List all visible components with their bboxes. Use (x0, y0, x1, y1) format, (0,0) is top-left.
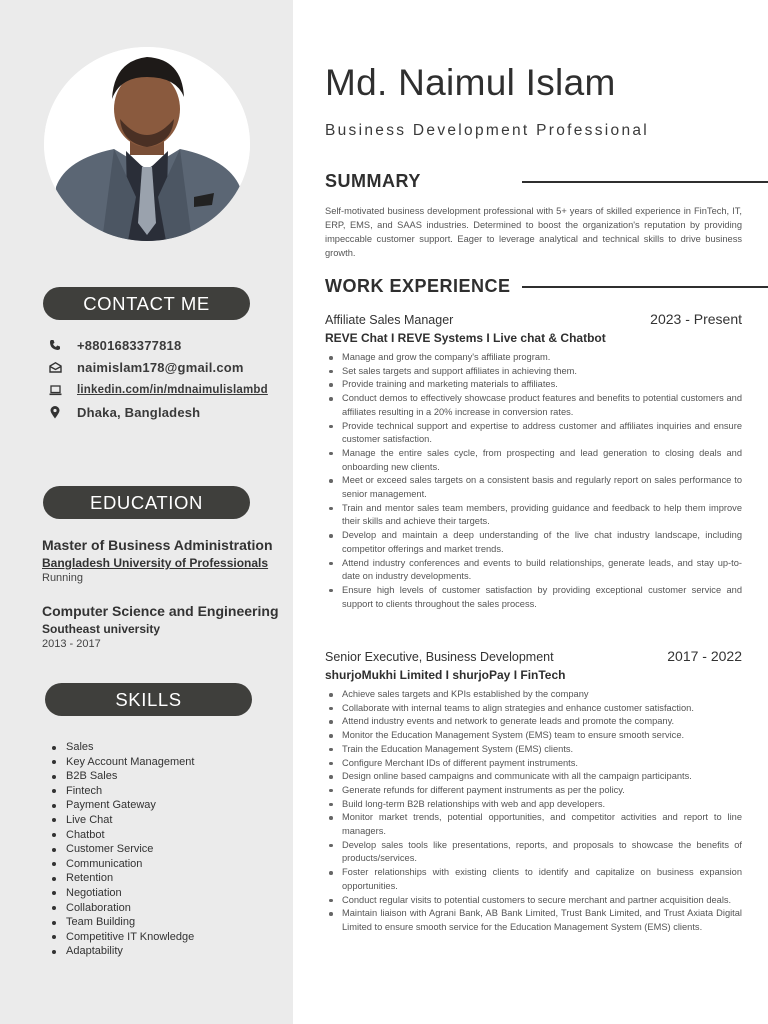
summary-heading: SUMMARY (325, 171, 421, 191)
contact-location (44, 402, 289, 425)
email-icon (48, 361, 62, 375)
job-bullet: Meet or exceed sales targets on a consistent basis and regularly report on sales performance to senior management. (325, 474, 742, 501)
job-bullet: Attend industry events and network to generate leads and promote the company. (325, 715, 742, 729)
job-bullet: Manage the entire sales cycle, from prospecting and lead generation to closing deals and onboarding new clients. (325, 447, 742, 474)
summary-divider (522, 181, 768, 183)
education-degree: Computer Science and Engineering (42, 603, 279, 619)
job-bullet: Maintain liaison with Agrani Bank, AB Bank Limited, Trust Bank Limited, and Trust Axiata Digital Limited to ensure smooth service for the Education Management System (EMS) clients. (325, 907, 742, 934)
job-bullet: Develop sales tools like presentations, reports, and proposals to showcase the benefits of products/services. (325, 839, 742, 866)
skill-item: Fintech (52, 784, 194, 799)
skill-item: Sales (52, 740, 194, 755)
job-company: shurjoMukhi Limited I shurjoPay I FinTech (325, 668, 566, 682)
job-bullet: Ensure high levels of customer satisfaction by providing exceptional customer service and support to clients throughout the sales process. (325, 584, 742, 611)
page-title: Md. Naimul Islam (325, 62, 616, 103)
job-bullet: Conduct demos to effectively showcase product features and benefits to potential customers and affiliates resulting in a 20% increase in conversion rates. (325, 392, 742, 419)
job-role-subtitle: Business Development Professional (325, 122, 650, 139)
skill-item: Negotiation (52, 886, 194, 901)
education-years: 2013 - 2017 (42, 638, 101, 650)
job-dates: 2023 - Present (650, 311, 742, 327)
skill-item: Team Building (52, 915, 194, 930)
skills-heading: SKILLS (45, 683, 252, 716)
contact-heading: CONTACT ME (43, 287, 250, 320)
contact-email (44, 357, 289, 380)
skill-item: Adaptability (52, 944, 194, 959)
contact-list (44, 334, 289, 424)
sidebar (0, 0, 293, 1024)
skill-item: Retention (52, 871, 194, 886)
skill-item: Chatbot (52, 828, 194, 843)
work-experience-divider (522, 286, 768, 288)
education-entry (42, 603, 287, 650)
education-entry (42, 537, 287, 584)
skills-list (52, 740, 194, 959)
job-entry (325, 648, 742, 935)
skill-item: Communication (52, 857, 194, 872)
job-bullet: Set sales targets and support affiliates in achieving them. (325, 365, 742, 379)
job-bullet: Generate refunds for different payment instruments as per the policy. (325, 784, 742, 798)
email-address: naimislam178@gmail.com (77, 360, 244, 376)
job-bullet: Develop and maintain a deep understanding of the live chat industry landscape, including competitor offerings and market trends. (325, 529, 742, 556)
skill-item: Competitive IT Knowledge (52, 930, 194, 945)
education-school: Southeast university (42, 622, 161, 636)
laptop-icon (48, 383, 62, 397)
skill-item: Payment Gateway (52, 798, 194, 813)
job-bullets (325, 688, 742, 935)
job-bullet: Monitor market trends, potential opportunities, and competitor activities and report to line managers. (325, 811, 742, 838)
contact-phone (44, 334, 289, 357)
job-bullet: Train the Education Management System (EMS) clients. (325, 743, 742, 757)
job-bullet: Foster relationships with existing clients to identify and capitalize on business expansion opportunities. (325, 866, 742, 893)
skill-item: Key Account Management (52, 755, 194, 770)
skill-item: Live Chat (52, 813, 194, 828)
job-company: REVE Chat I REVE Systems I Live chat & Chatbot (325, 331, 606, 345)
job-bullet: Monitor the Education Management System (EMS) team to ensure smooth service. (325, 729, 742, 743)
job-dates: 2017 - 2022 (667, 648, 742, 664)
location-text: Dhaka, Bangladesh (77, 405, 201, 421)
job-bullet: Train and mentor sales team members, providing guidance and feedback to help them improve their skills and achieve their targets. (325, 502, 742, 529)
job-bullets (325, 351, 742, 611)
job-bullet: Collaborate with internal teams to align strategies and enhance customer satisfaction. (325, 702, 742, 716)
contact-linkedin[interactable] (44, 379, 289, 402)
linkedin-link[interactable]: linkedin.com/in/mdnaimulislambd (77, 384, 268, 397)
job-bullet: Provide training and marketing materials to affiliates. (325, 378, 742, 392)
job-title: Affiliate Sales Manager (325, 313, 454, 327)
job-bullet: Conduct regular visits to potential customers to secure merchant and partner acquisition deals. (325, 894, 742, 908)
profile-photo (44, 47, 250, 241)
job-bullet: Design online based campaigns and communicate with all the campaign participants. (325, 770, 742, 784)
job-title: Senior Executive, Business Development (325, 650, 554, 664)
job-bullet: Provide technical support and expertise to address customer and affiliates inquiries and ensure customer satisfaction. (325, 420, 742, 447)
job-bullet: Build long-term B2B relationships with web and app developers. (325, 798, 742, 812)
skill-item: Customer Service (52, 842, 194, 857)
phone-icon (48, 338, 62, 352)
education-school: Bangladesh University of Professionals (42, 556, 269, 570)
job-bullet: Configure Merchant IDs of different payment instruments. (325, 757, 742, 771)
job-bullet: Manage and grow the company's affiliate program. (325, 351, 742, 365)
skill-item: Collaboration (52, 901, 194, 916)
education-status: Running (42, 572, 83, 584)
education-heading: EDUCATION (43, 486, 250, 519)
summary-text: Self-motivated business development professional with 5+ years of skilled experience in FinTech, IT, ERP, EMS, and SAAS industries. Determined to boost the organization's reputation by providing impeccable customer support. Eager to leverage analytical and technical skills to drive business growth. (325, 206, 742, 258)
work-experience-heading: WORK EXPERIENCE (325, 276, 511, 296)
job-bullet: Achieve sales targets and KPIs established by the company (325, 688, 742, 702)
location-pin-icon (48, 406, 62, 420)
phone-number: +8801683377818 (77, 337, 182, 353)
job-entry (325, 311, 742, 611)
education-degree: Master of Business Administration (42, 537, 273, 553)
main-content (293, 0, 768, 1024)
skill-item: B2B Sales (52, 769, 194, 784)
job-bullet: Attend industry conferences and events to build relationships, generate leads, and stay up-to-date on industry developments. (325, 557, 742, 584)
